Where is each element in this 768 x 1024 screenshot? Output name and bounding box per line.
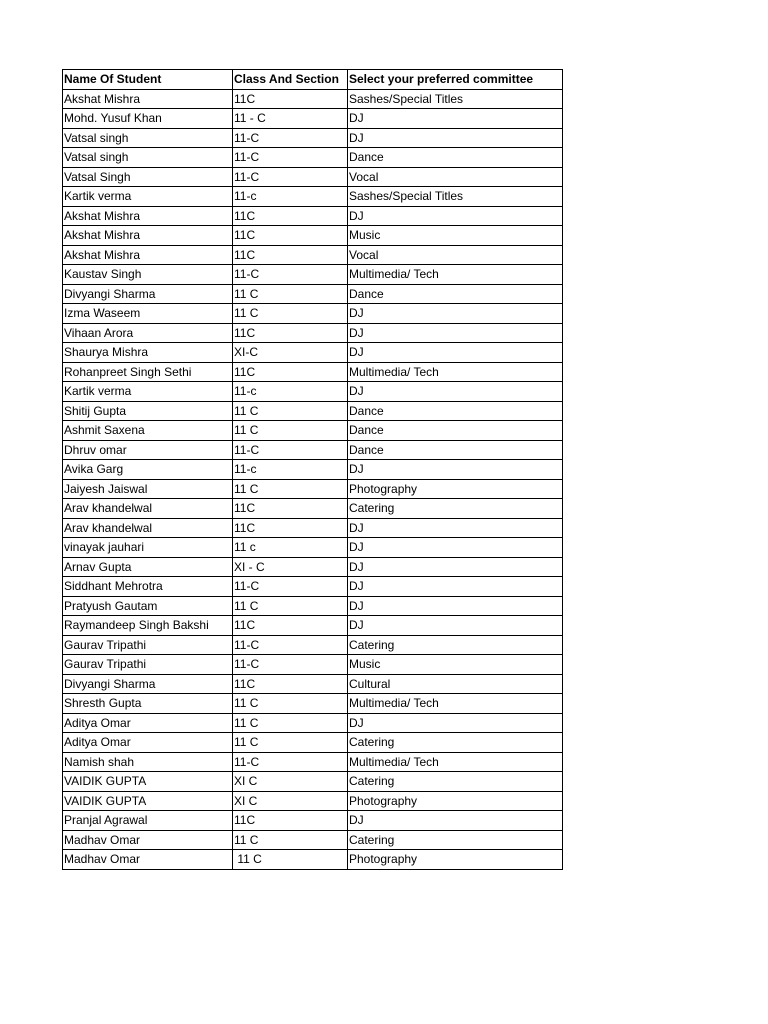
header-row [63,70,563,90]
table-row [63,811,563,831]
cell-student-name: Jaiyesh Jaiswal [63,479,233,499]
cell-committee: DJ [348,323,563,343]
cell-class-section: 11 C [233,304,348,324]
cell-committee: DJ [348,596,563,616]
cell-class-section: 11C [233,362,348,382]
cell-committee: Catering [348,830,563,850]
cell-class-section: 11 C [233,421,348,441]
cell-class-section: 11-C [233,440,348,460]
table-row [63,323,563,343]
cell-committee: Catering [348,635,563,655]
cell-class-section: 11C [233,226,348,246]
cell-committee: Photography [348,850,563,870]
cell-class-section: 11-c [233,382,348,402]
cell-student-name: Akshat Mishra [63,226,233,246]
cell-class-section: 11C [233,518,348,538]
cell-committee: DJ [348,304,563,324]
cell-student-name: Izma Waseem [63,304,233,324]
cell-committee: DJ [348,713,563,733]
cell-student-name: Arnav Gupta [63,557,233,577]
header-name-of-student: Name Of Student [63,70,233,90]
cell-student-name: Kartik verma [63,382,233,402]
cell-committee: DJ [348,557,563,577]
cell-class-section: 11-C [233,128,348,148]
table-row [63,850,563,870]
cell-student-name: Vatsal singh [63,148,233,168]
table-row [63,109,563,129]
table-row [63,460,563,480]
cell-student-name: VAIDIK GUPTA [63,772,233,792]
table-row [63,596,563,616]
cell-student-name: Aditya Omar [63,713,233,733]
cell-class-section: 11-C [233,167,348,187]
cell-committee: Dance [348,440,563,460]
cell-class-section: 11 C [233,401,348,421]
table-row [63,538,563,558]
cell-committee: DJ [348,538,563,558]
table-row [63,616,563,636]
cell-class-section: 11-C [233,577,348,597]
cell-committee: Sashes/Special Titles [348,89,563,109]
cell-class-section: 11C [233,206,348,226]
cell-class-section: 11C [233,616,348,636]
cell-class-section: 11-C [233,265,348,285]
table-row [63,128,563,148]
cell-class-section: XI C [233,772,348,792]
table-row [63,382,563,402]
table-row [63,713,563,733]
cell-class-section: 11 C [233,694,348,714]
cell-committee: Multimedia/ Tech [348,752,563,772]
cell-committee: Catering [348,772,563,792]
table-row [63,830,563,850]
cell-class-section: 11C [233,89,348,109]
table-row [63,226,563,246]
cell-class-section: 11 C [233,596,348,616]
cell-student-name: Kaustav Singh [63,265,233,285]
cell-committee: Multimedia/ Tech [348,362,563,382]
table-row [63,206,563,226]
cell-committee: DJ [348,343,563,363]
cell-class-section: 11 C [233,284,348,304]
cell-class-section: 11 C [233,713,348,733]
cell-student-name: Mohd. Yusuf Khan [63,109,233,129]
cell-class-section: 11 C [233,733,348,753]
cell-class-section: 11C [233,811,348,831]
cell-student-name: Namish shah [63,752,233,772]
cell-student-name: Pratyush Gautam [63,596,233,616]
cell-class-section: XI-C [233,343,348,363]
cell-student-name: vinayak jauhari [63,538,233,558]
cell-student-name: Avika Garg [63,460,233,480]
cell-class-section: 11-c [233,187,348,207]
table-body [63,89,563,869]
cell-class-section: 11-c [233,460,348,480]
cell-committee: Dance [348,284,563,304]
table-row [63,284,563,304]
cell-class-section: 11C [233,499,348,519]
table-row [63,694,563,714]
cell-student-name: Akshat Mishra [63,89,233,109]
cell-class-section: 11-C [233,635,348,655]
cell-class-section: 11C [233,674,348,694]
cell-student-name: Madhav Omar [63,850,233,870]
cell-student-name: Shaurya Mishra [63,343,233,363]
cell-committee: Vocal [348,167,563,187]
cell-committee: Cultural [348,674,563,694]
cell-student-name: Ashmit Saxena [63,421,233,441]
cell-student-name: Rohanpreet Singh Sethi [63,362,233,382]
table-row [63,772,563,792]
cell-student-name: Arav khandelwal [63,518,233,538]
table-row [63,674,563,694]
cell-student-name: Shresth Gupta [63,694,233,714]
table-row [63,304,563,324]
cell-class-section: 11-C [233,655,348,675]
table-row [63,148,563,168]
header-class-and-section: Class And Section [233,70,348,90]
cell-student-name: Arav khandelwal [63,499,233,519]
spreadsheet-page [62,69,563,870]
cell-class-section: 11-C [233,148,348,168]
cell-student-name: Vihaan Arora [63,323,233,343]
cell-student-name: Vatsal Singh [63,167,233,187]
cell-student-name: Divyangi Sharma [63,674,233,694]
cell-committee: Photography [348,479,563,499]
table-row [63,479,563,499]
cell-student-name: Gaurav Tripathi [63,635,233,655]
cell-committee: Photography [348,791,563,811]
cell-class-section: XI C [233,791,348,811]
cell-student-name: Akshat Mishra [63,245,233,265]
cell-class-section: 11-C [233,752,348,772]
table-row [63,187,563,207]
cell-committee: Music [348,226,563,246]
cell-student-name: Akshat Mishra [63,206,233,226]
cell-student-name: Raymandeep Singh Bakshi [63,616,233,636]
table-row [63,655,563,675]
cell-class-section: 11 C [233,850,348,870]
cell-committee: DJ [348,518,563,538]
cell-class-section: 11 C [233,830,348,850]
cell-student-name: Madhav Omar [63,830,233,850]
table-row [63,499,563,519]
cell-student-name: Kartik verma [63,187,233,207]
cell-class-section: 11 - C [233,109,348,129]
table-row [63,752,563,772]
cell-student-name: Dhruv omar [63,440,233,460]
cell-class-section: 11C [233,323,348,343]
cell-committee: Music [348,655,563,675]
table-row [63,577,563,597]
cell-committee: Dance [348,401,563,421]
cell-student-name: VAIDIK GUPTA [63,791,233,811]
cell-committee: Sashes/Special Titles [348,187,563,207]
table-row [63,265,563,285]
table-row [63,421,563,441]
cell-committee: Catering [348,499,563,519]
cell-committee: DJ [348,128,563,148]
table-row [63,245,563,265]
cell-committee: DJ [348,382,563,402]
cell-committee: DJ [348,109,563,129]
cell-committee: DJ [348,206,563,226]
cell-committee: Dance [348,421,563,441]
cell-student-name: Gaurav Tripathi [63,655,233,675]
table-row [63,401,563,421]
cell-committee: Multimedia/ Tech [348,694,563,714]
cell-committee: DJ [348,577,563,597]
cell-student-name: Pranjal Agrawal [63,811,233,831]
cell-committee: DJ [348,616,563,636]
table-row [63,167,563,187]
table-row [63,440,563,460]
table-row [63,557,563,577]
cell-student-name: Vatsal singh [63,128,233,148]
table-row [63,362,563,382]
cell-committee: DJ [348,460,563,480]
cell-class-section: 11C [233,245,348,265]
cell-student-name: Shitij Gupta [63,401,233,421]
cell-student-name: Siddhant Mehrotra [63,577,233,597]
committee-preference-table [62,69,563,870]
cell-committee: Multimedia/ Tech [348,265,563,285]
cell-committee: Catering [348,733,563,753]
cell-class-section: 11 C [233,479,348,499]
cell-student-name: Divyangi Sharma [63,284,233,304]
table-row [63,343,563,363]
cell-class-section: 11 c [233,538,348,558]
cell-class-section: XI - C [233,557,348,577]
table-row [63,518,563,538]
cell-committee: DJ [348,811,563,831]
header-preferred-committee: Select your preferred committee [348,70,563,90]
cell-committee: Vocal [348,245,563,265]
table-row [63,89,563,109]
table-row [63,791,563,811]
table-row [63,635,563,655]
cell-student-name: Aditya Omar [63,733,233,753]
table-row [63,733,563,753]
cell-committee: Dance [348,148,563,168]
